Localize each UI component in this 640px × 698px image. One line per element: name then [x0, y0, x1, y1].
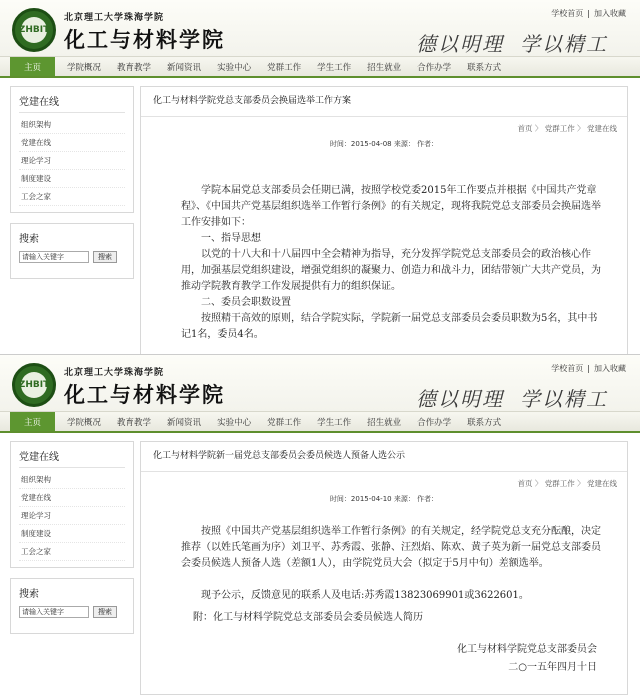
- motto-2: 学以精工: [520, 387, 608, 411]
- nav-contact[interactable]: 联系方式: [467, 62, 502, 73]
- nav-cooperation[interactable]: 合作办学: [417, 62, 452, 73]
- divider: |: [587, 364, 590, 373]
- sidebar-menu: [10, 441, 134, 568]
- sidebar-item-party[interactable]: 党建在线: [19, 489, 125, 507]
- breadcrumb[interactable]: 首页 〉 党群工作 〉 党建在线: [517, 479, 617, 488]
- sidebar-item-party[interactable]: 党建在线: [19, 134, 125, 152]
- search-box: [10, 223, 134, 279]
- breadcrumb[interactable]: 首页 〉 党群工作 〉 党建在线: [517, 124, 617, 133]
- university-name: 北京理工大学珠海学院: [64, 13, 165, 23]
- sidebar-item-theory[interactable]: 理论学习: [19, 152, 125, 170]
- nav-lab[interactable]: 实验中心: [217, 62, 252, 73]
- article-panel: [140, 86, 628, 356]
- home-link[interactable]: 学校首页: [551, 364, 584, 373]
- article-title: 化工与材料学院新一届党总支部委员会委员候选人预备人选公示: [141, 442, 627, 472]
- main-nav: [0, 56, 640, 78]
- nav-cooperation[interactable]: 合作办学: [417, 417, 452, 428]
- site-header: [0, 0, 640, 56]
- sidebar: [10, 86, 134, 279]
- search-box: [10, 578, 134, 634]
- section-heading: 二、委员会职数设置: [201, 297, 291, 308]
- main-nav: [0, 411, 640, 433]
- nav-home[interactable]: 主页: [10, 412, 55, 431]
- article-paragraph: 按照《中国共产党基层组织选举工作暂行条例》的有关规定，经学院党总支充分酝酿，决定推荐（以姓氏笔画为序）刘卫平、苏秀霞、张静、汪烈焰、陈欢、黄子英为新一届党总支部委员会委员候选人预备人选（差额1人），由学院党员大会（拟定于5月中旬）差额选举。: [181, 526, 601, 569]
- nav-home[interactable]: 主页: [10, 57, 55, 76]
- nav-education[interactable]: 教育教学: [117, 417, 152, 428]
- article-meta: 时间：2015-04-08 来源： 作者：: [329, 140, 439, 148]
- section-heading: 一、指导思想: [201, 233, 261, 244]
- sidebar-title: 党建在线: [19, 448, 125, 468]
- nav-education[interactable]: 教育教学: [117, 62, 152, 73]
- nav-overview[interactable]: 学院概况: [67, 417, 102, 428]
- screenshot-2: [0, 354, 640, 698]
- logo-text: ZHBIT: [21, 17, 47, 43]
- home-link[interactable]: 学校首页: [551, 9, 584, 18]
- favorite-link[interactable]: 加入收藏: [594, 364, 626, 373]
- article-paragraph: 按照精干高效的原则，结合学院实际，学院新一届党总支部委员会委员职数为5名，其中书记1名，委员4名。: [181, 313, 598, 340]
- site-header: [0, 355, 640, 411]
- nav-admission[interactable]: 招生就业: [367, 62, 402, 73]
- sidebar-item-rules[interactable]: 制度建设: [19, 170, 125, 188]
- article-paragraph: 现予公示，反馈意见的联系人及电话:苏秀霞13823069901或3622601。: [201, 590, 529, 601]
- university-name: 北京理工大学珠海学院: [64, 368, 165, 378]
- motto-2: 学以精工: [520, 32, 608, 56]
- nav-lab[interactable]: 实验中心: [217, 417, 252, 428]
- top-links: [549, 363, 628, 374]
- nav-contact[interactable]: 联系方式: [467, 417, 502, 428]
- nav-students[interactable]: 学生工作: [317, 62, 352, 73]
- sidebar-item-union[interactable]: 工会之家: [19, 543, 125, 561]
- nav-news[interactable]: 新闻资讯: [167, 62, 202, 73]
- signature-org: 化工与材料学院党总支部委员会: [457, 644, 597, 655]
- sidebar-menu: [10, 86, 134, 213]
- search-input[interactable]: 请输入关键字: [19, 251, 89, 263]
- nav-students[interactable]: 学生工作: [317, 417, 352, 428]
- nav-party[interactable]: 党群工作: [267, 417, 302, 428]
- sidebar-item-union[interactable]: 工会之家: [19, 188, 125, 206]
- search-input[interactable]: 请输入关键字: [19, 606, 89, 618]
- sidebar-item-org[interactable]: 组织架构: [19, 471, 125, 489]
- top-links: [549, 8, 628, 19]
- logo-text: ZHBIT: [21, 372, 47, 398]
- article-panel: [140, 441, 628, 695]
- sidebar: [10, 441, 134, 634]
- article-title: 化工与材料学院党总支部委员会换届选举工作方案: [141, 87, 627, 117]
- article-paragraph: 以党的十八大和十八届四中全会精神为指导，充分发挥学院党总支部委员会的政治核心作用，加强基层党组织建设，增强党组织的凝聚力、创造力和战斗力，团结带领广大共产党员，为推动学院教育教学工作发展提供有力的组织保证。: [181, 249, 601, 292]
- college-logo[interactable]: [12, 8, 56, 52]
- search-button[interactable]: 搜索: [93, 251, 117, 263]
- article-attachment: 附：化工与材料学院党总支部委员会委员候选人简历: [193, 612, 423, 623]
- nav-party[interactable]: 党群工作: [267, 62, 302, 73]
- nav-admission[interactable]: 招生就业: [367, 417, 402, 428]
- article-paragraph: 学院本届党总支部委员会任期已满，按照学校党委2015年工作要点并根据《中国共产党章程》、《中国共产党基层组织选举工作暂行条例》的有关规定，现将我院党总支部委员会换届选举工作安排如下：: [181, 185, 601, 228]
- sidebar-item-rules[interactable]: 制度建设: [19, 525, 125, 543]
- signature-date: 二○一五年四月十日: [508, 662, 597, 673]
- search-title: 搜索: [19, 234, 39, 245]
- search-button[interactable]: 搜索: [93, 606, 117, 618]
- favorite-link[interactable]: 加入收藏: [594, 9, 626, 18]
- sidebar-item-org[interactable]: 组织架构: [19, 116, 125, 134]
- article-meta: 时间：2015-04-10 来源： 作者：: [329, 495, 439, 503]
- motto-1: 德以明理: [416, 32, 504, 56]
- sidebar-item-theory[interactable]: 理论学习: [19, 507, 125, 525]
- college-name: 化工与材料学院: [64, 28, 225, 52]
- divider: |: [587, 9, 590, 18]
- sidebar-title: 党建在线: [19, 93, 125, 113]
- search-title: 搜索: [19, 589, 39, 600]
- college-logo[interactable]: [12, 363, 56, 407]
- motto-1: 德以明理: [416, 387, 504, 411]
- college-name: 化工与材料学院: [64, 383, 225, 407]
- nav-overview[interactable]: 学院概况: [67, 62, 102, 73]
- nav-news[interactable]: 新闻资讯: [167, 417, 202, 428]
